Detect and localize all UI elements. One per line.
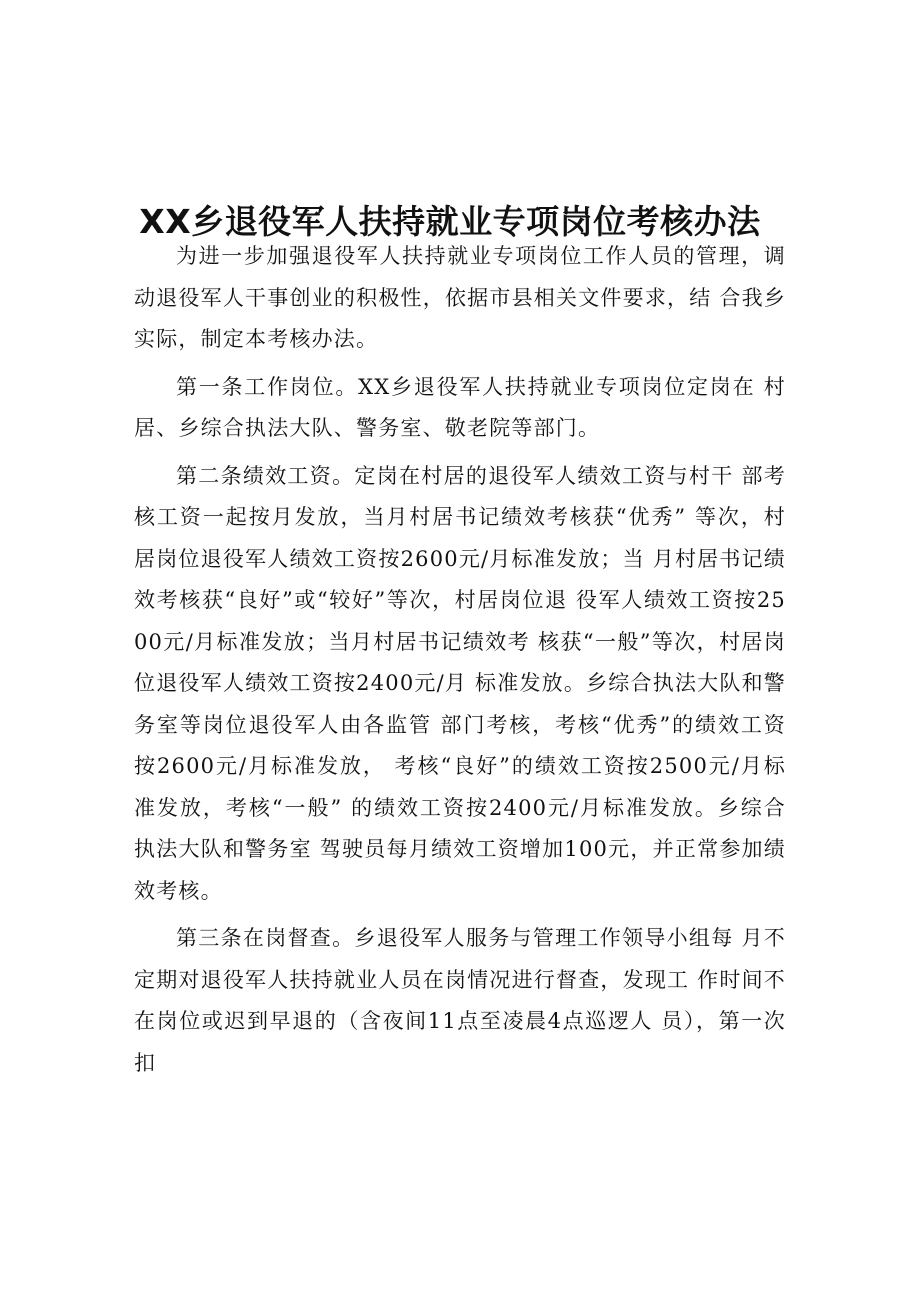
article-3-paragraph: 第三条在岗督查。乡退役军人服务与管理工作领导小组每 月不定期对退役军人扶持就业人员在岗情况进行督查，发现工 作时间不在岗位或迟到早退的（含夜间11点至凌晨4点巡逻人 员），第一次扣 bbox=[134, 926, 786, 1075]
article-2-paragraph: 第二条绩效工资。定岗在村居的退役军人绩效工资与村干 部考核工资一起按月发放，当月村居书记绩效考核获“优秀” 等次，村居岗位退役军人绩效工资按2600元/月标准发放；当 月村居书记绩效考核获“良好”或“较好”等次，村居岗位退 役军人绩效工资按2500元/月标准发放；当月村居书记绩效考 核获“一般”等次，村居岗位退役军人绩效工资按2400元/月 标准发放。乡综合执法大队和警务室等岗位退役军人由各监管 部门考核，考核“优秀”的绩效工资按2600元/月标准发放， 考核“良好”的绩效工资按2500元/月标准发放，考核“一般” 的绩效工资按2400元/月标准发放。乡综合执法大队和警务室 驾驶员每月绩效工资增加100元，并正常参加绩效考核。 bbox=[134, 463, 786, 903]
article-1-paragraph: 第一条工作岗位。XX乡退役军人扶持就业专项岗位定岗在 村居、乡综合执法大队、警务室、敬老院等部门。 bbox=[134, 374, 786, 440]
intro-paragraph: 为进一步加强退役军人扶持就业专项岗位工作人员的管理，调动退役军人干事创业的积极性，依据市县相关文件要求，结 合我乡实际，制定本考核办法。 bbox=[134, 244, 786, 351]
document-title: XX乡退役军人扶持就业专项岗位考核办法 bbox=[139, 202, 761, 242]
document-body bbox=[134, 236, 786, 1084]
